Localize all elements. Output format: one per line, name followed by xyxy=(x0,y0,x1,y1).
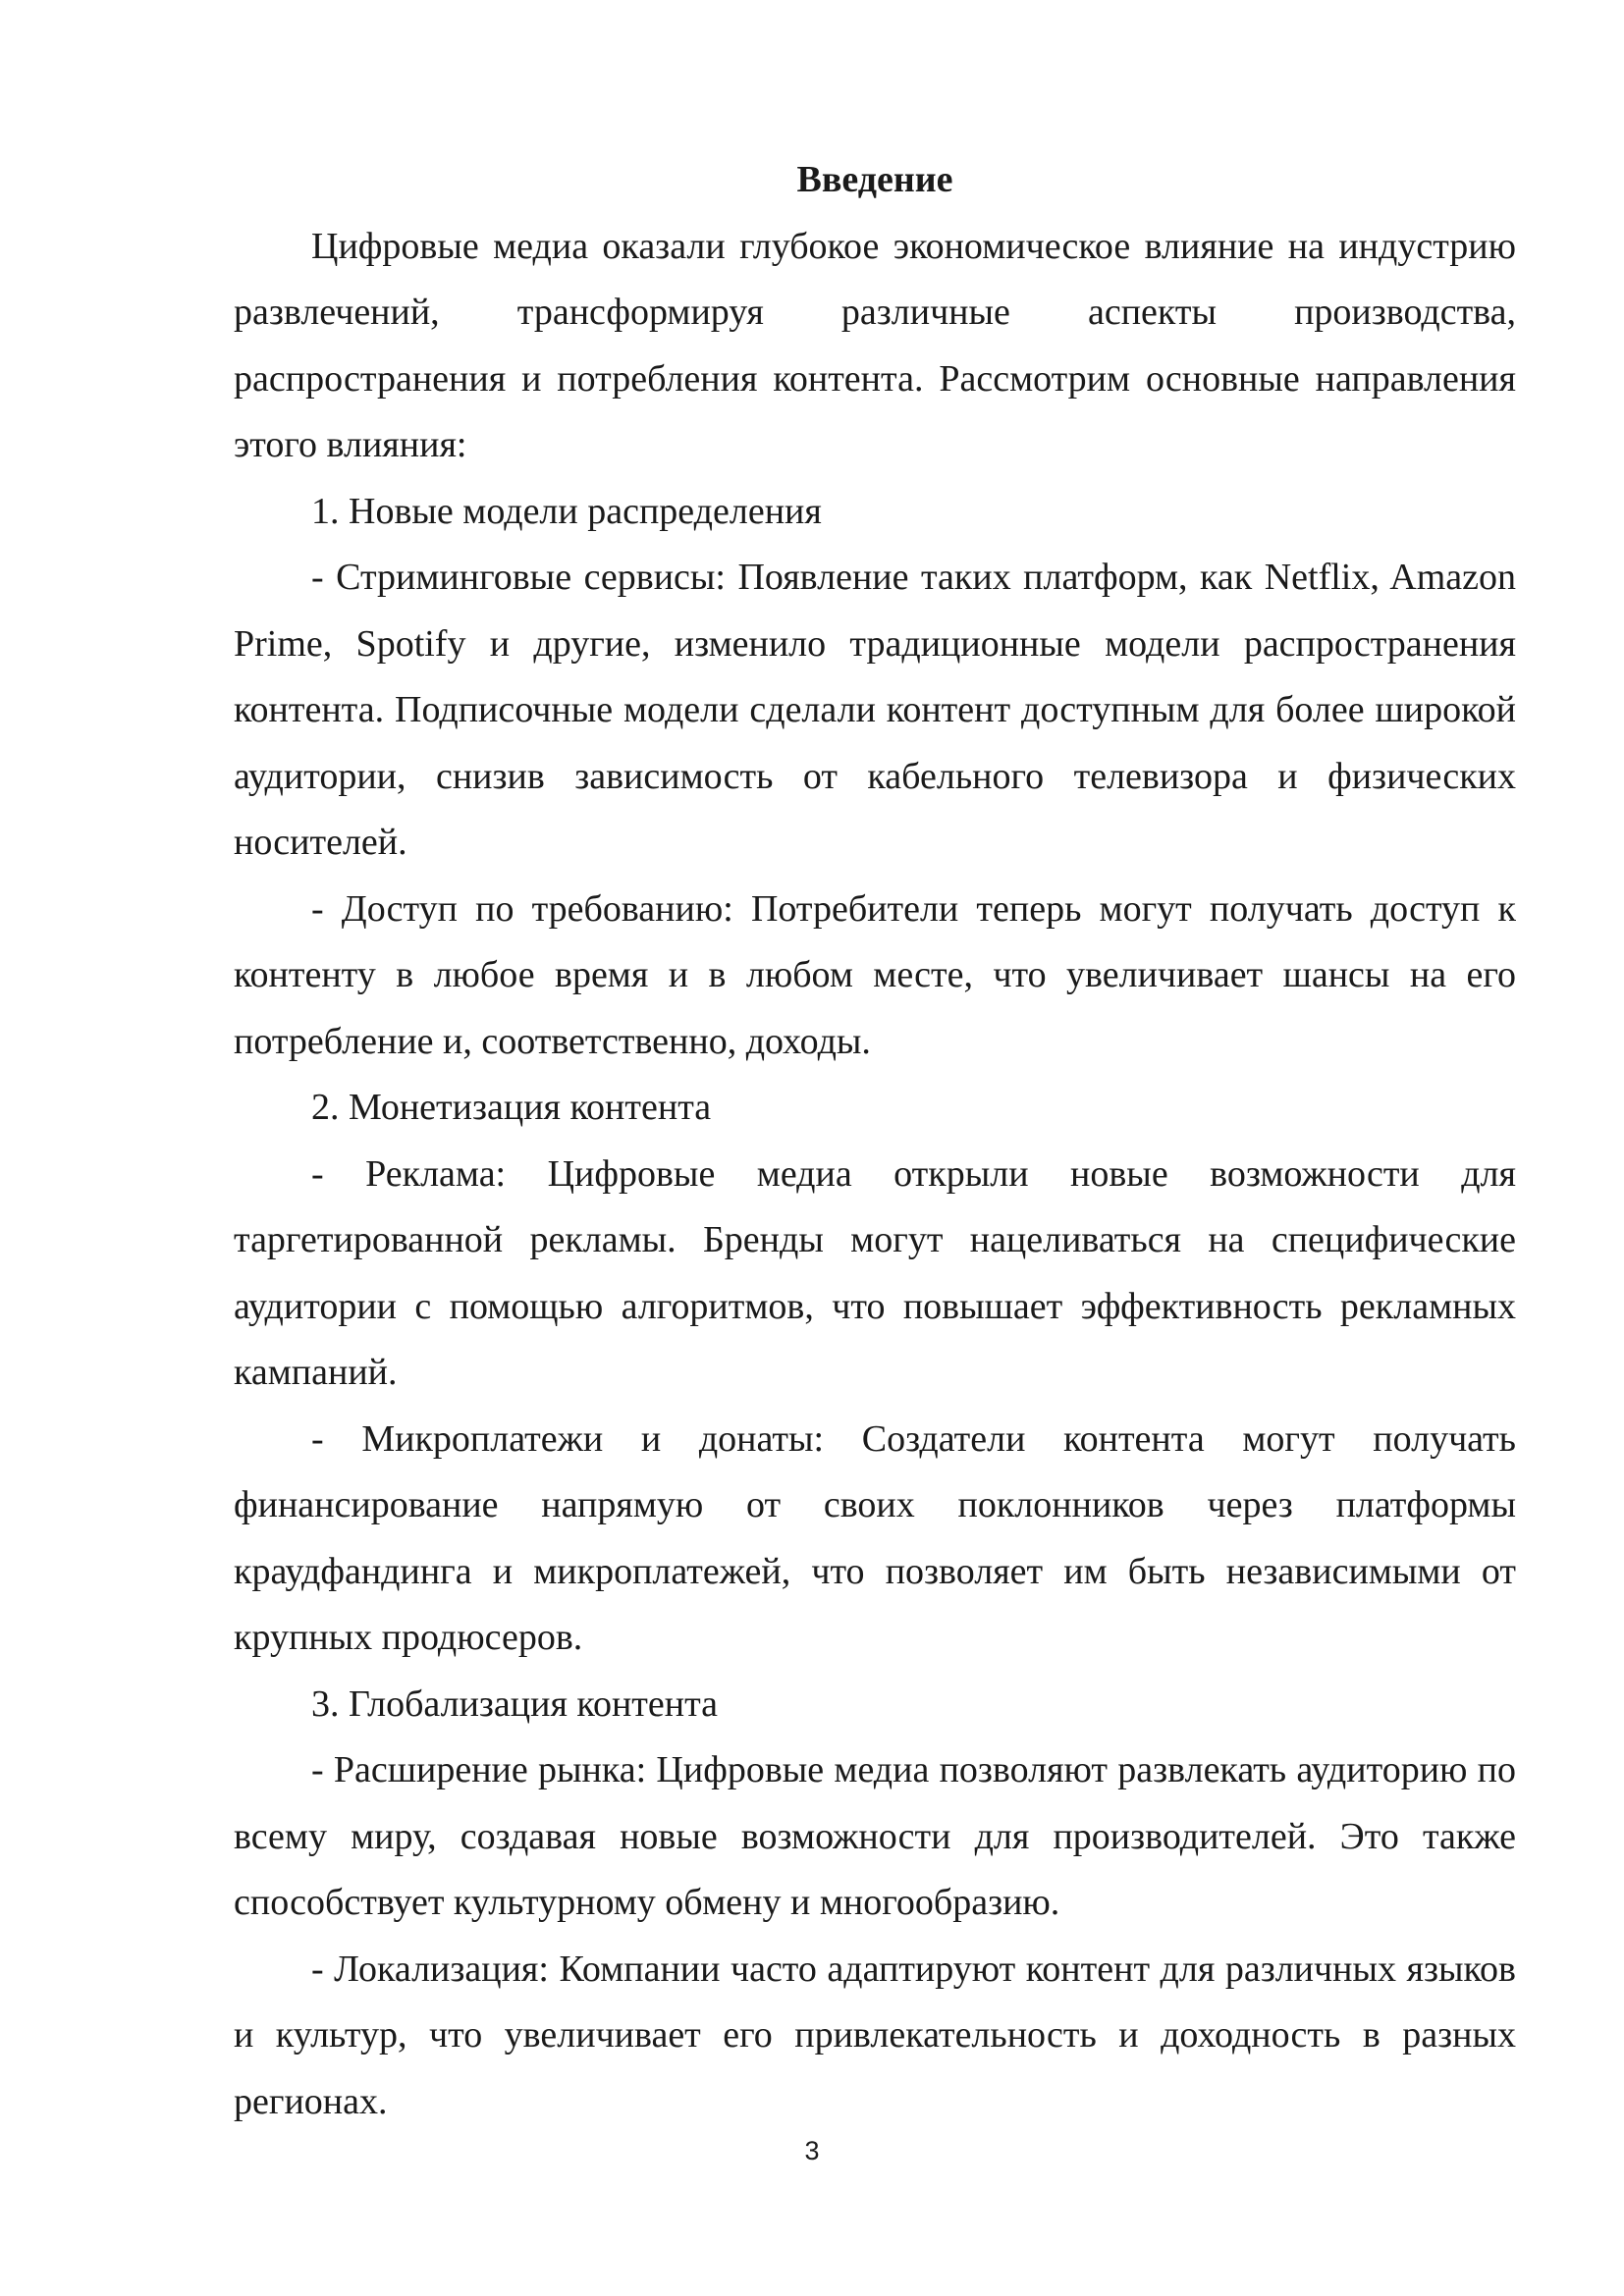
paragraph-market-expansion: - Расширение рынка: Цифровые медиа позволяют развлекать аудиторию по всему миру, создавая новые возможности для производителей. Это также способствует культурному обмену и многообразию. xyxy=(234,1749,1516,1923)
section-title: Введение xyxy=(796,159,953,200)
intro-paragraph: Цифровые медиа оказали глубокое экономическое влияние на индустрию развлечений, трансформируя различные аспекты производства, распространения и потребления контента. Рассмотрим основные направления этого влияния: xyxy=(234,225,1516,465)
paragraph-micropayments: - Микроплатежи и донаты: Создатели контента могут получать финансирование напрямую от своих поклонников через платформы краудфандинга и микроплатежей, что позволяет им быть независимыми от крупных продюсеров. xyxy=(234,1417,1516,1658)
page-content xyxy=(234,147,1516,2135)
paragraph-advertising: - Реклама: Цифровые медиа открыли новые возможности для таргетированной рекламы. Бренды могут нацеливаться на специфические аудитории с помощью алгоритмов, что повышает эффективность рекламных кампаний. xyxy=(234,1152,1516,1393)
list-heading-distribution-models: 1. Новые модели распределения xyxy=(311,490,822,532)
paragraph-on-demand-access: - Доступ по требованию: Потребители теперь могут получать доступ к контенту в любое время и в любом месте, что увеличивает шансы на его потребление и, соответственно, доходы. xyxy=(234,887,1516,1062)
list-heading-globalization: 3. Глобализация контента xyxy=(311,1682,719,1725)
paragraph-localization: - Локализация: Компании часто адаптируют контент для различных языков и культур, что увеличивает его привлекательность и доходность в разных регионах. xyxy=(234,1948,1516,2122)
list-heading-monetization: 2. Монетизация контента xyxy=(311,1087,712,1128)
paragraph-streaming-services: - Стриминговые сервисы: Появление таких платформ, как Netflix, Amazon Prime, Spotify и другие, изменило традиционные модели распространения контента. Подписочные модели сделали контент доступным для более широкой аудитории, снизив зависимость от кабельного телевизора и физических носителей. xyxy=(234,557,1516,863)
page-number: 3 xyxy=(804,2136,820,2165)
